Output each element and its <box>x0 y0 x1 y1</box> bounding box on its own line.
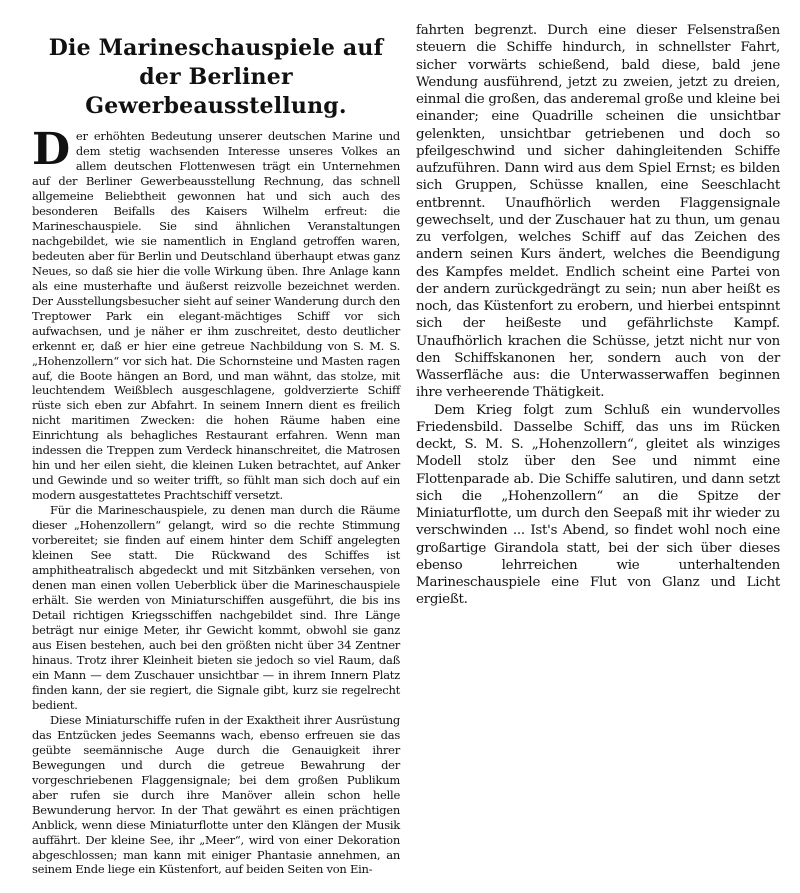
drop-cap: D <box>32 124 70 175</box>
paragraph-4: fahrten begrenzt. Durch eine dieser Felsenstraßen steuern die Schiffe hindurch, in schnellster Fahrt, sicher vorwärts schießend, bald diese, bald jene Wendung ausführend, jetzt zu zweien, jetzt zu dreien, einmal die großen, das anderemal große und kleine bei einander; eine Quadrille scheinen die unsichtbar gelenkten, unsichtbar getriebenen und doch so pfeilgeschwind und sicher dahingleitenden Schiffe aufzuführen. Dann wird aus dem Spiel Ernst; es bilden sich Gruppen, Schüsse knallen, eine Seeschlacht entbrennt. Unaufhörlich werden Flaggensignale gewechselt, und der Zuschauer hat zu thun, um genau zu verfolgen, welches Schiff auf das Zeichen des andern seinen Kurs ändert, welches die Beendigung des Kampfes meldet. Endlich scheint eine Partei von der andern zurückgedrängt zu sein; nun aber heißt es noch, das Küstenfort zu erobern, und hierbei entspinnt sich der heißeste und gefährlichste Kampf. Unaufhörlich krachen die Schüsse, jetzt nicht nur von den Schiffskanonen her, sondern auch von der Wasserfläche aus: die Unterwasserwaffen beginnen ihre verheerende Thätigkeit. <box>416 23 780 401</box>
paragraph-1 <box>32 124 400 503</box>
title-line-2: Gewerbeausstellung. <box>85 93 347 119</box>
right-column <box>416 22 780 609</box>
left-column <box>32 18 400 877</box>
paragraph-5: Dem Krieg folgt zum Schluß ein wundervolles Friedensbild. Dasselbe Schiff, das uns im Rücken deckt, S. M. S. „Hohenzollern“, gleitet als winziges Modell stolz über den See und nimmt eine Flottenparade ab. Die Schiffe salutiren, und dann setzt sich die „Hohenzollern“ an die Spitze der Miniaturflotte, um durch den Seepaß mit ihr wieder zu verschwinden ... Ist's Abend, so findet wohl noch eine großartige Girandola statt, bei der sich über dieses ebenso lehrreichen wie unterhaltenden Marineschauspiele eine Flut von Glanz und Licht ergießt. <box>416 402 780 608</box>
paragraph-3: Diese Miniaturschiffe rufen in der Exaktheit ihrer Ausrüstung das Entzücken jedes Seemanns wach, ebenso erfreuen sie das geübte seemännische Auge durch die Genauigkeit ihrer Bewegungen und durch die getreue Bewahrung der vorgeschriebenen Flaggensignale; bei dem großen Publikum aber rufen sie durch ihre Manöver allein schon helle Bewunderung hervor. In der That gewährt es einen prächtigen Anblick, wenn diese Miniaturflotte unter den Klängen der Musik auffährt. Der kleine See, ihr „Meer“, wird von einer Dekoration abgeschlossen; man kann mit einiger Phantasie annehmen, an seinem Ende liege ein Küstenfort, auf beiden Seiten von Ein- <box>32 712 400 877</box>
paragraph-2: Für die Marineschauspiele, zu denen man durch die Räume dieser „Hohenzollern“ gelangt, wird so die rechte Stimmung vorbereitet; sie finden auf einem hinter dem Schiff angelegten kleinen See statt. Die Rückwand des Schiffes ist amphitheatralisch abgedeckt und mit Sitzbänken versehen, von denen man einen vollen Ueberblick über die Marineschauspiele erhält. Sie werden von Miniaturschiffen ausgeführt, die bis ins Detail richtigen Kriegsschiffen nachgebildet sind. Ihre Länge beträgt nur einige Meter, ihr Gewicht kommt, obwohl sie ganz aus Eisen bestehen, auch bei den größten nicht über 34 Zentner hinaus. Trotz ihrer Kleinheit bieten sie jedoch so viel Raum, daß ein Mann — dem Zuschauer unsichtbar — in ihrem Innern Platz finden kann, der sie regiert, die Signale gibt, kurz sie regelrecht bedient. <box>32 503 400 712</box>
paragraph-1-text: er erhöhten Bedeutung unserer deutschen Marine und dem stetig wachsenden Interesse unseres Volkes an allem deutschen Flottenwesen trägt ein Unternehmen auf der Berliner Gewerbeausstellung Rechnung, das schnell allgemeine Beliebtheit gewonnen hat und sich auch des besonderen Beifalls des Kaisers Wilhelm erfreut: die Marineschauspiele. Sie sind ähnlichen Veranstaltungen nachgebildet, wie sie namentlich in England getroffen waren, bedeuten aber für Berlin und Deutschland überhaupt etwas ganz Neues, so daß sie hier die volle Wirkung üben. Ihre Anlage kann als eine musterhafte und äußerst reizvolle bezeichnet werden. Der Ausstellungsbesucher sieht auf seiner Wanderung durch den Treptower Park ein elegant-mächtiges Schiff vor sich aufwachsen, und je näher er ihm zuschreitet, desto deutlicher erkennt er, daß er hier eine getreue Nachbildung von S. M. S. „Hohenzollern“ vor sich hat. Die Schornsteine und Masten ragen auf, die Boote hängen an Bord, und man wähnt, das stolze, mit leuchtendem Weißblech ausgeschlagene, goldverzierte Schiff rüste sich eben zur Abfahrt. In seinem Innern dient es freilich nicht maritimen Zwecken: die hohen Räume haben eine Einrichtung als behagliches Restaurant erfahren. Wenn man indessen die Treppen zum Verdeck hinanschreitet, die Matrosen hin und her eilen sieht, die kleinen Luken betrachtet, auf Anker und Gewinde und so weiter trifft, so fühlt man sich doch auf ein modern ausgestattetes Prachtschiff versetzt. <box>32 129 400 503</box>
article-title <box>32 34 400 121</box>
title-line-1: Die Marineschauspiele auf der Berliner <box>48 35 384 90</box>
